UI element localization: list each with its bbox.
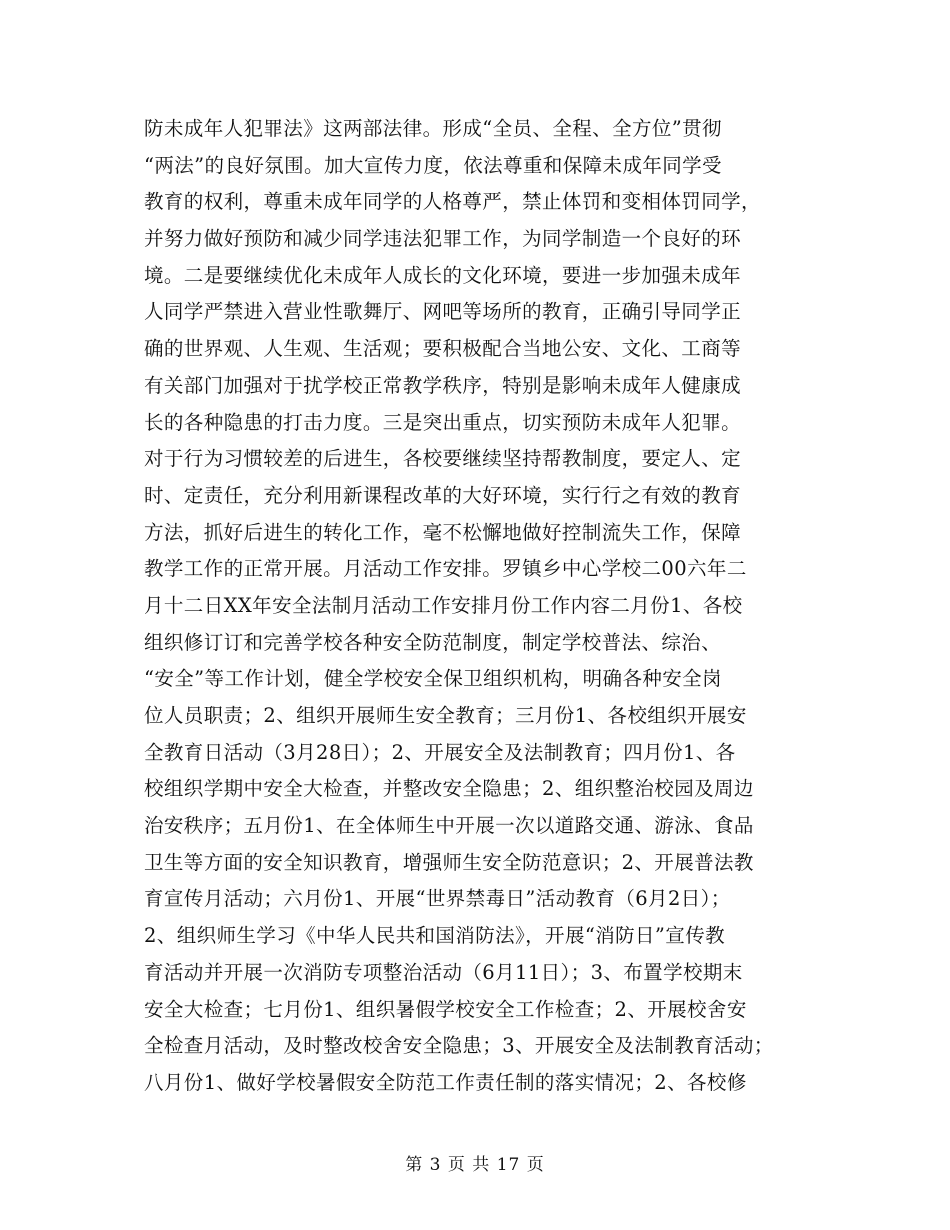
text-line: 位人员职责；2、组织开展师生安全教育；三月份1、各校组织开展安 — [144, 704, 747, 727]
text-line: 育活动并开展一次消防专项整治活动（6月11日）；3、布置学校期末 — [144, 960, 743, 984]
text-line: 并努力做好预防和减少同学违法犯罪工作，为同学制造一个良好的环 — [144, 227, 742, 251]
text-line: 防未成年人犯罪法》这两部法律。形成“全员、全程、全方位”贯彻 — [144, 117, 722, 140]
page-number: 第 3 页 共 17 页 — [405, 1155, 545, 1175]
text-line: 卫生等方面的安全知识教育，增强师生安全防范意识；2、开展普法教 — [144, 850, 754, 874]
text-line: 2、组织师生学习《中华人民共和国消防法》，开展“消防日”宣传教 — [144, 924, 725, 948]
text-line: “安全”等工作计划，健全学校安全保卫组织机构，明确各种安全岗 — [144, 667, 722, 691]
text-line: 育宣传月活动；六月份1、开展“世界禁毒日”活动教育（6月2日）； — [144, 887, 731, 911]
text-line: 时、定责任，充分利用新课程改革的大好环境，实行行之有效的教育 — [144, 483, 742, 507]
text-line: 对于行为习惯较差的后进生，各校要继续坚持帮教制度，要定人、定 — [144, 447, 742, 471]
text-line: 教学工作的正常开展。月活动工作安排。罗镇乡中心学校二00六年二 — [144, 557, 747, 581]
text-line: 全检查月活动，及时整改校舍安全隐患；3、开展安全及法制教育活动； — [144, 1034, 774, 1058]
text-line: 校组织学期中安全大检查，并整改安全隐患；2、组织整治校园及周边 — [144, 777, 754, 801]
text-line: 治安秩序；五月份1、在全体师生中开展一次以道路交通、游泳、食品 — [144, 814, 754, 838]
text-line: 有关部门加强对于扰学校正常教学秩序，特别是影响未成年人健康成 — [144, 373, 742, 397]
text-line: 组织修订订和完善学校各种安全防范制度，制定学校普法、综治、 — [144, 630, 722, 654]
text-line: 教育的权利，尊重未成年同学的人格尊严，禁止体罚和变相体罚同学， — [144, 190, 761, 214]
text-line: 长的各种隐患的打击力度。三是突出重点，切实预防未成年人犯罪。 — [144, 410, 742, 434]
text-line: 方法，抓好后进生的转化工作，毫不松懈地做好控制流失工作，保障 — [144, 520, 742, 544]
text-line: 安全大检查；七月份1、组织暑假学校安全工作检查；2、开展校舍安 — [144, 997, 747, 1021]
text-line: 人同学严禁进入营业性歌舞厅、网吧等场所的教育，正确引导同学正 — [144, 300, 742, 324]
text-line: 确的世界观、人生观、生活观；要积极配合当地公安、文化、工商等 — [144, 337, 742, 361]
text-line: 境。二是要继续优化未成年人成长的文化环境，要进一步加强未成年 — [144, 263, 742, 287]
text-line: 全教育日活动（3月28日）；2、开展安全及法制教育；四月份1、各 — [144, 740, 736, 764]
page-footer — [0, 1150, 950, 1175]
body-text — [144, 111, 814, 1102]
text-line: “两法”的良好氛围。加大宣传力度，依法尊重和保障未成年同学受 — [144, 153, 722, 177]
text-line: 八月份1、做好学校暑假安全防范工作责任制的落实情况；2、各校修 — [144, 1070, 747, 1094]
text-line: 月十二日XX年安全法制月活动工作安排月份工作内容二月份1、各校 — [144, 593, 743, 617]
